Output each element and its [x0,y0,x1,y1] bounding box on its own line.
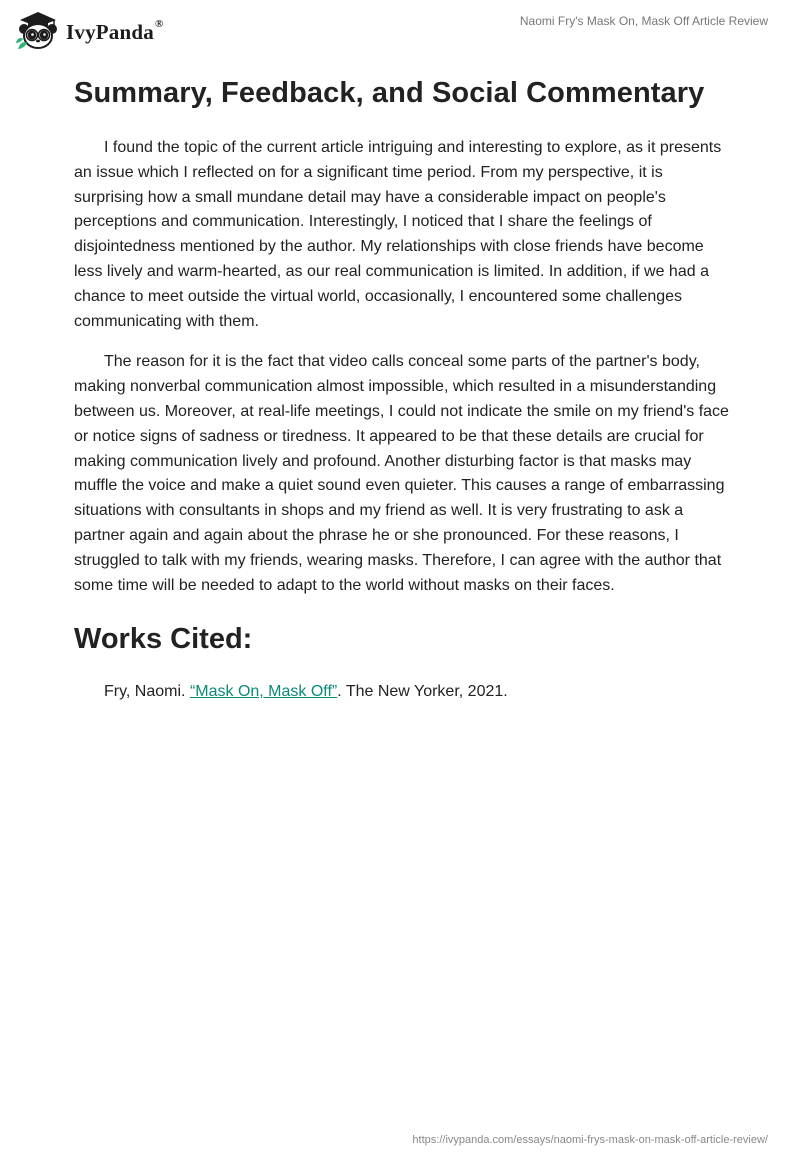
works-cited-heading: Works Cited: [74,623,253,656]
panda-graduate-icon [14,9,60,51]
article-paragraph-1: I found the topic of the current article intriguing and interesting to explore, as it presents an issue which I reflected on for a significant time period. From my perspective, it is surprising how a small mundane detail may have a considerable impact on people's perceptions and communication. Interestingly, I noticed that I share the feelings of disjointedness mentioned by the author. My relationships with close friends have become less lively and warm-hearted, as our real communication is limited. In addition, if we had a chance to meet outside the virtual world, occasionally, I encountered some challenges communicating with them. [74,139,722,330]
footer-source-url: https://ivypanda.com/essays/naomi-frys-mask-on-mask-off-article-review/ [412,1134,768,1146]
document-title: Naomi Fry's Mask On, Mask Off Article Review [519,14,768,28]
brand-name: IvyPanda® [66,17,164,44]
citation-title-link[interactable]: “Mask On, Mask Off” [189,683,338,701]
citation-author: Fry, Naomi. [104,683,190,701]
article-heading: Summary, Feedback, and Social Commentary [74,77,705,109]
page-header [0,0,800,70]
citation-entry [104,680,734,704]
ivypanda-logo[interactable] [14,9,163,51]
citation-publication: . The New Yorker, 2021. [337,683,508,701]
registered-mark: ® [154,17,164,30]
article-paragraph-2: The reason for it is the fact that video calls conceal some parts of the partner's body, making nonverbal communication almost impossible, which resulted in a misunderstanding between us. Moreover, at real-life meetings, I could not indicate the smile on my friend's face or notice signs of sadness or tiredness. It appeared to be that these details are crucial for making communication lively and profound. Another disturbing factor is that masks may muffle the voice and make a quiet sound even quieter. This causes a range of embarrassing situations with consultants in shops and my friend as well. It is very frustrating to ask a partner again and again about the phrase he or she pronounced. For these reasons, I struggled to talk with my friends, wearing masks. Therefore, I can agree with the author that some time will be needed to adapt to the world without masks on their faces. [74,353,729,594]
article-content [74,70,734,704]
